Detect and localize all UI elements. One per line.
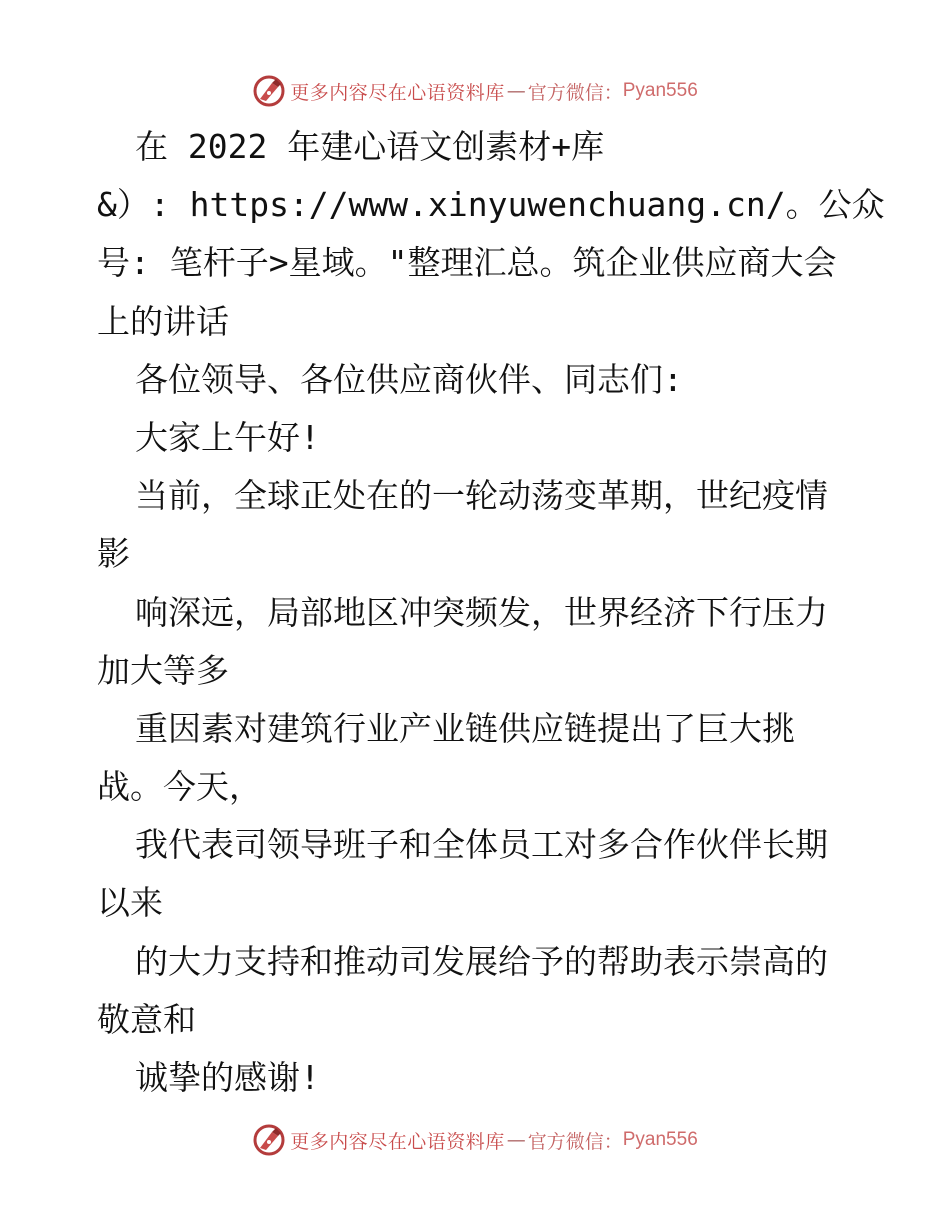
banner-separator: —	[506, 80, 526, 102]
text-line: 加大等多	[97, 650, 229, 690]
banner-main-text: 更多内容尽在心语资料库	[290, 1130, 505, 1153]
text-line: 我代表司领导班子和全体员工对多合作伙伴长期	[135, 825, 828, 865]
text-line: 重因素对建筑行业产业链供应链提出了巨大挑	[135, 708, 795, 748]
pen-nib-logo-icon	[252, 74, 286, 108]
text-line: 在 2022 年建心语文创素材+库	[135, 127, 605, 166]
text-line: 号: 笔杆子>星域。"整理汇总。筑企业供应商大会	[97, 243, 837, 283]
banner-wechat-id: Pyan556	[622, 80, 698, 101]
banner-main-text: 更多内容尽在心语资料库	[290, 81, 505, 104]
text-line: &）: https://www.xinyuwenchuang.cn/。公众	[97, 185, 885, 225]
banner-wechat-label: 官方微信：	[527, 81, 623, 104]
text-line: 当前，全球正处在的一轮动荡变革期，世纪疫情	[135, 476, 828, 516]
text-line: 敬意和	[97, 999, 196, 1039]
text-line: 的大力支持和推动司发展给予的帮助表示崇高的	[135, 941, 828, 981]
document-body	[97, 118, 885, 1107]
banner-separator: —	[506, 1129, 526, 1151]
text-line: 战。今天，	[97, 767, 262, 807]
text-line: 响深远，局部地区冲突频发，世界经济下行压力	[135, 592, 828, 632]
banner-wechat-id: Pyan556	[622, 1129, 698, 1150]
pen-nib-logo-icon	[252, 1123, 286, 1157]
text-line: 诚挚的感谢!	[135, 1058, 320, 1097]
banner-wechat-label: 官方微信：	[527, 1130, 623, 1153]
footer-banner	[0, 1120, 950, 1160]
header-banner	[0, 71, 950, 111]
text-line: 大家上午好!	[135, 417, 320, 457]
text-line: 上的讲话	[97, 301, 229, 341]
text-line: 以来	[97, 883, 163, 923]
text-line: 影	[97, 534, 130, 574]
text-line: 各位领导、各位供应商伙伴、同志们:	[135, 359, 683, 399]
